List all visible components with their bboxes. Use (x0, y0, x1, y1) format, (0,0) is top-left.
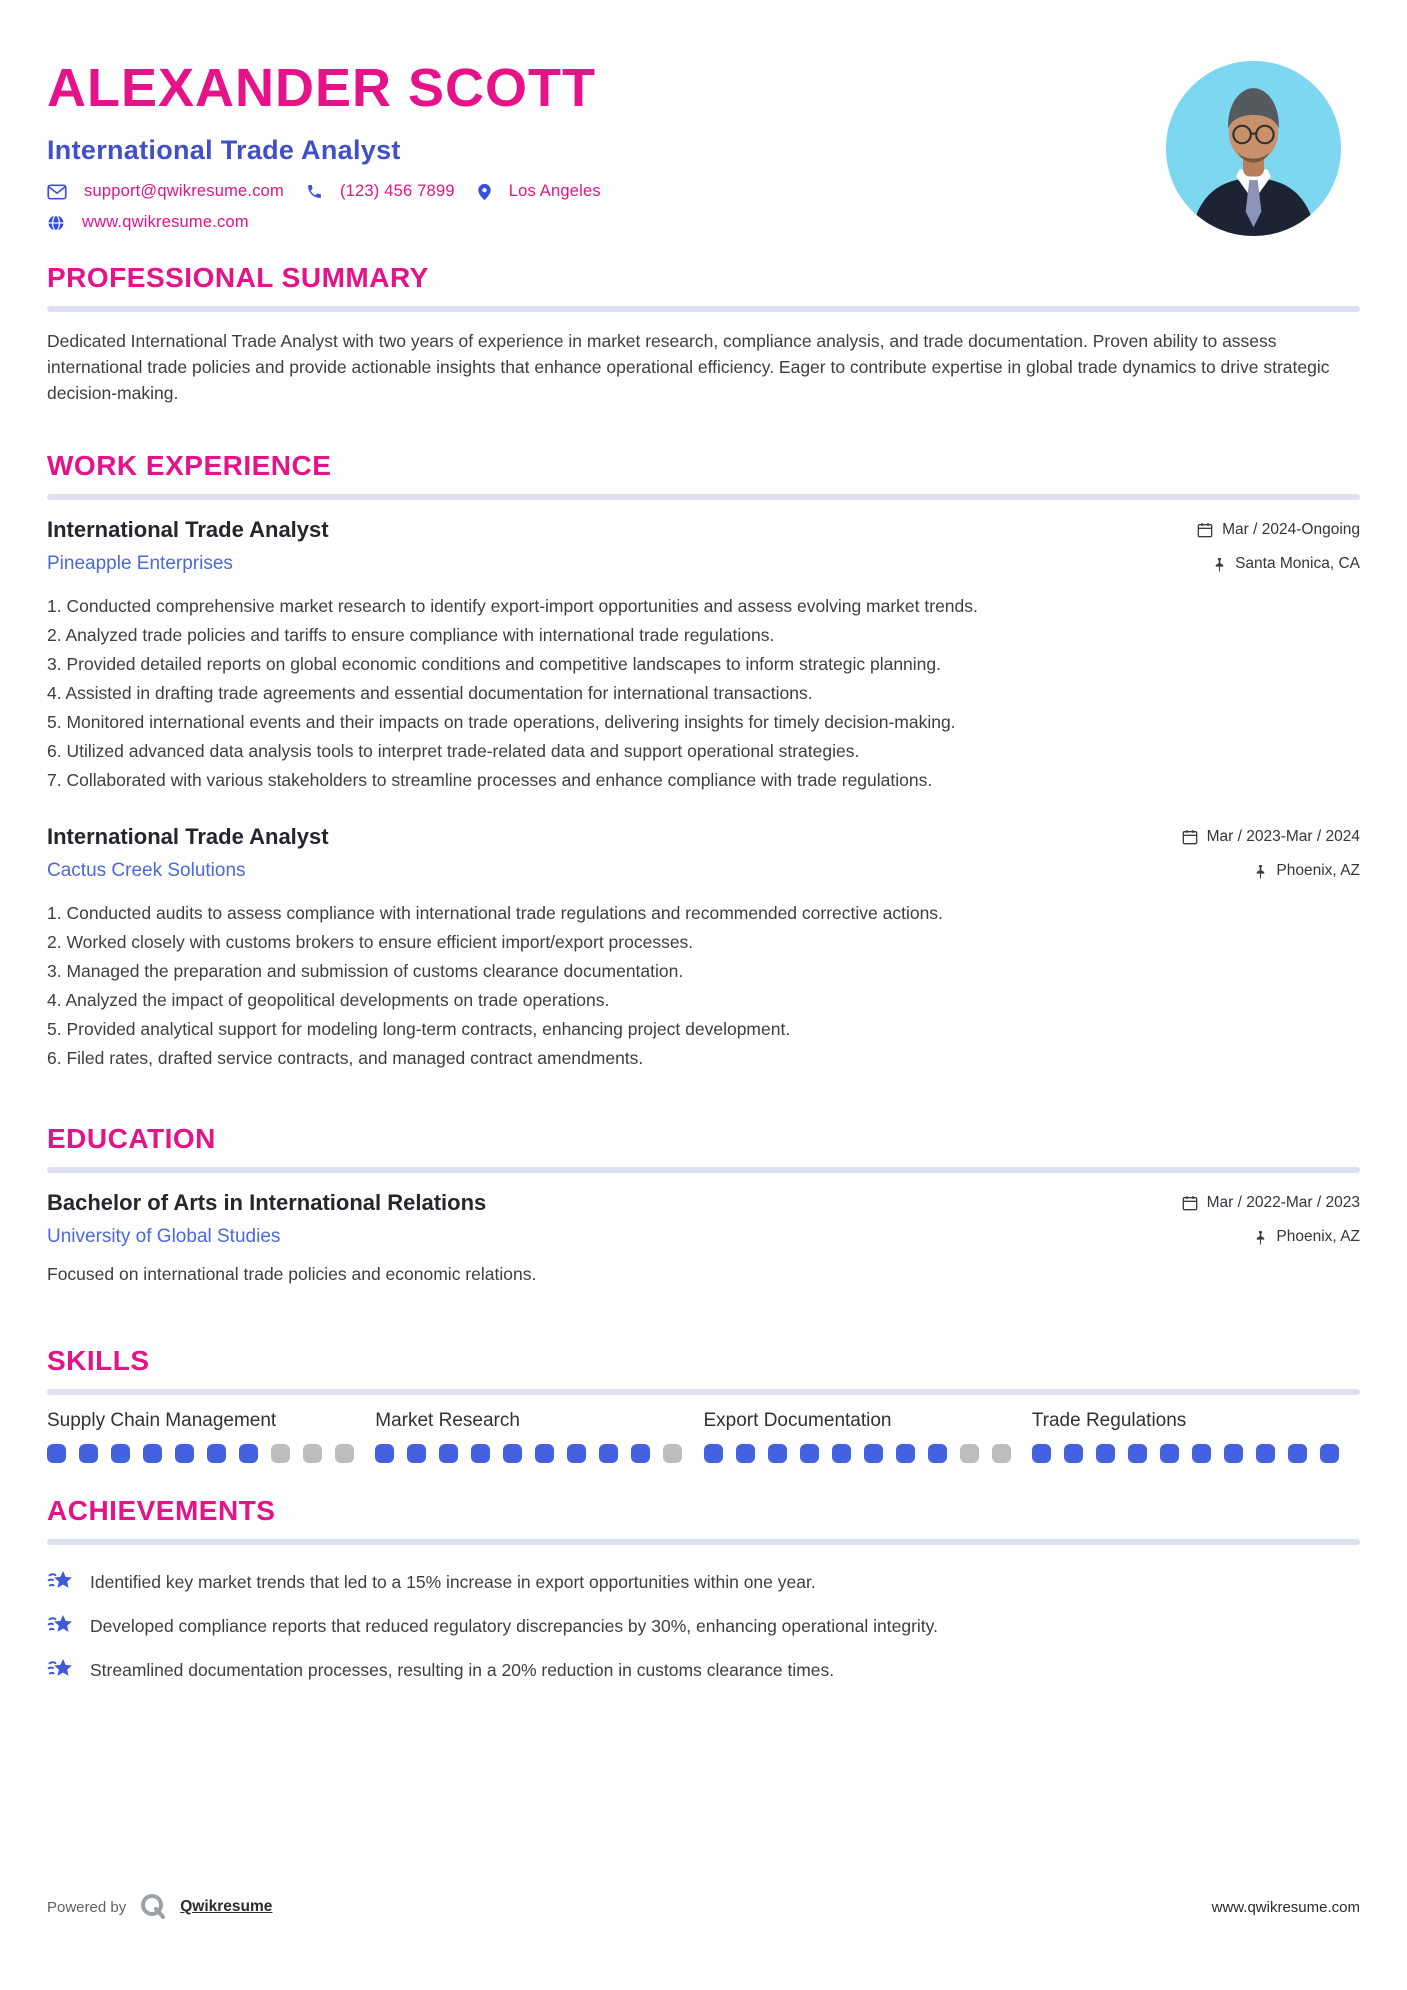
summary-heading: PROFESSIONAL SUMMARY (47, 262, 429, 293)
section-divider (47, 306, 1360, 312)
skill-dot-filled (1096, 1444, 1115, 1463)
skill-dot-filled (1064, 1444, 1083, 1463)
job-bullet-list (47, 592, 1360, 795)
achievement-text: Streamlined documentation processes, resulting in a 20% reduction in customs clearance times. (90, 1660, 835, 1680)
job-bullet: Provided detailed reports on global economic conditions and competitive landscapes to inform strategic planning. (66, 654, 942, 674)
pushpin-icon (1254, 864, 1267, 879)
skill-dot-filled (1288, 1444, 1307, 1463)
job-bullet: Monitored international events and their impacts on trade operations, delivering insights for timely decision-making. (66, 712, 956, 732)
email-icon (47, 184, 67, 200)
skill-dot-empty (271, 1444, 290, 1463)
section-professional-summary (47, 260, 1360, 406)
skill-dot-filled (503, 1444, 522, 1463)
skill-dot-filled (471, 1444, 490, 1463)
education-description: Focused on international trade policies and economic relations. (47, 1264, 537, 1284)
skill-dot-filled (407, 1444, 426, 1463)
skill-dot-filled (535, 1444, 554, 1463)
summary-text: Dedicated International Trade Analyst with two years of experience in market research, compliance analysis, and trade documentation. Proven ability to assess international trade policies and provide actionable insights that enhance operational efficiency. Eager to contribute expertise in global trade dynamics to drive strategic decision-making. (47, 331, 1330, 403)
job-bullet: Assisted in drafting trade agreements and essential documentation for international transactions. (65, 683, 813, 703)
achievement-text: Developed compliance reports that reduced regulatory discrepancies by 30%, enhancing operational integrity. (90, 1616, 938, 1636)
job-bullet: Conducted comprehensive market research to identify export-import opportunities and assess evolving market trends. (66, 596, 978, 616)
qwikresume-link[interactable]: Qwikresume (180, 1898, 273, 1915)
skill-dot-filled (1256, 1444, 1275, 1463)
skill-rating (375, 1444, 703, 1463)
skill-dot-filled (704, 1444, 723, 1463)
job-dates-meta (1182, 828, 1360, 846)
skill-name: Market Research (375, 1410, 520, 1431)
phone-item (306, 182, 455, 201)
job-location: Phoenix, AZ (1276, 862, 1360, 879)
skill-dot-filled (928, 1444, 947, 1463)
skill-dot-empty (960, 1444, 979, 1463)
education-dates-meta (1182, 1194, 1360, 1212)
job-dates-meta (1197, 521, 1360, 539)
job-bullet: Filed rates, drafted service contracts, and managed contract amendments. (66, 1048, 644, 1068)
achievement-item (47, 1613, 1360, 1639)
section-education (47, 1121, 1360, 1287)
skill-dot-filled (567, 1444, 586, 1463)
school-name: University of Global Studies (47, 1226, 281, 1247)
email-item (47, 182, 284, 201)
skill-dot-filled (1192, 1444, 1211, 1463)
skill-dot-filled (1320, 1444, 1339, 1463)
skill-rating (1032, 1444, 1360, 1463)
skill-dot-filled (79, 1444, 98, 1463)
education-entry (47, 1189, 1360, 1287)
education-heading: EDUCATION (47, 1123, 216, 1154)
job-bullet: Analyzed trade policies and tariffs to ensure compliance with international trade regulations. (65, 625, 775, 645)
profile-photo (1166, 61, 1341, 236)
page-footer (47, 1892, 1360, 1922)
work-experience-heading: WORK EXPERIENCE (47, 450, 332, 481)
skill-dot-filled (239, 1444, 258, 1463)
section-divider (47, 1389, 1360, 1395)
calendar-icon (1182, 829, 1198, 845)
job-bullet: Worked closely with customs brokers to ensure efficient import/export processes. (66, 932, 694, 952)
company-name: Pineapple Enterprises (47, 553, 233, 574)
skills-grid (47, 1409, 1360, 1463)
skill-dot-empty (663, 1444, 682, 1463)
skill-dot-filled (1032, 1444, 1051, 1463)
job-bullet: Collaborated with various stakeholders to streamline processes and enhance compliance with trade regulations. (66, 770, 933, 790)
skill-dot-filled (832, 1444, 851, 1463)
job-entry-1 (47, 516, 1360, 795)
location-item (477, 182, 601, 201)
skill-dot-filled (768, 1444, 787, 1463)
section-work-experience (47, 448, 1360, 1073)
skill-dot-empty (303, 1444, 322, 1463)
person-name: ALEXANDER SCOTT (47, 58, 597, 118)
section-achievements (47, 1493, 1360, 1683)
education-location: Phoenix, AZ (1276, 1228, 1360, 1245)
powered-by-label: Powered by (47, 1898, 127, 1916)
phone-link[interactable]: (123) 456 7899 (339, 182, 455, 200)
skill-dot-empty (992, 1444, 1011, 1463)
footer-website: www.qwikresume.com (1211, 1898, 1360, 1916)
skill-dot-filled (599, 1444, 618, 1463)
skill-rating (47, 1444, 375, 1463)
phone-icon (306, 183, 323, 200)
skill-dot-filled (896, 1444, 915, 1463)
skill-dot-filled (175, 1444, 194, 1463)
footer-brand-group (47, 1892, 272, 1922)
person-job-title: International Trade Analyst (47, 135, 401, 165)
globe-icon (47, 214, 65, 232)
website-link[interactable]: www.qwikresume.com (82, 213, 249, 231)
degree-title: Bachelor of Arts in International Relations (47, 1190, 487, 1215)
email-link[interactable]: support@qwikresume.com (84, 182, 284, 200)
skill-dot-filled (1128, 1444, 1147, 1463)
section-divider (47, 1167, 1360, 1173)
star-icon (47, 1657, 74, 1683)
achievements-heading: ACHIEVEMENTS (47, 1495, 276, 1526)
job-dates: Mar / 2024-Ongoing (1222, 521, 1360, 538)
job-entry-2 (47, 823, 1360, 1073)
skill-dot-filled (1224, 1444, 1243, 1463)
contact-row (47, 182, 1360, 201)
job-bullet: Conducted audits to assess compliance with international trade regulations and recommended corrective actions. (66, 903, 943, 923)
education-dates: Mar / 2022-Mar / 2023 (1206, 1194, 1360, 1211)
resume-header (47, 56, 1360, 232)
section-divider (47, 1539, 1360, 1545)
skill-dot-filled (143, 1444, 162, 1463)
skill-item (47, 1409, 375, 1463)
skill-rating (704, 1444, 1032, 1463)
calendar-icon (1182, 1195, 1198, 1211)
section-divider (47, 494, 1360, 500)
job-location-meta (1213, 555, 1360, 573)
achievement-item (47, 1657, 1360, 1683)
skill-dot-empty (335, 1444, 354, 1463)
star-icon (47, 1569, 74, 1595)
skill-dot-filled (1160, 1444, 1179, 1463)
job-location-meta (1254, 862, 1360, 880)
person-portrait-illustration (1166, 61, 1341, 236)
skill-item (375, 1409, 703, 1463)
achievements-list (47, 1569, 1360, 1683)
skill-name: Export Documentation (703, 1410, 892, 1431)
skill-dot-filled (47, 1444, 66, 1463)
skill-dot-filled (864, 1444, 883, 1463)
location-pin-icon (477, 183, 492, 201)
job-bullet: Analyzed the impact of geopolitical developments on trade operations. (65, 990, 610, 1010)
qwikresume-logo-icon (138, 1892, 168, 1922)
pushpin-icon (1254, 1230, 1267, 1245)
skill-item (704, 1409, 1032, 1463)
skill-dot-filled (375, 1444, 394, 1463)
job-dates: Mar / 2023-Mar / 2024 (1206, 828, 1360, 845)
job-location: Santa Monica, CA (1235, 555, 1360, 572)
skill-dot-filled (207, 1444, 226, 1463)
skill-name: Trade Regulations (1031, 1410, 1187, 1431)
achievement-item (47, 1569, 1360, 1595)
job-bullet: Utilized advanced data analysis tools to interpret trade-related data and support operational strategies. (66, 741, 860, 761)
calendar-icon (1197, 522, 1213, 538)
company-name: Cactus Creek Solutions (47, 860, 246, 881)
skill-dot-filled (111, 1444, 130, 1463)
section-skills (47, 1343, 1360, 1463)
job-title: International Trade Analyst (47, 517, 329, 542)
skills-heading: SKILLS (47, 1345, 150, 1376)
skill-name: Supply Chain Management (47, 1410, 277, 1431)
star-icon (47, 1613, 74, 1639)
pushpin-icon (1213, 557, 1226, 572)
job-bullet-list (47, 899, 1360, 1073)
skill-item (1032, 1409, 1360, 1463)
website-item (47, 213, 249, 232)
skill-dot-filled (631, 1444, 650, 1463)
job-bullet: Provided analytical support for modeling long-term contracts, enhancing project development. (66, 1019, 791, 1039)
location-text: Los Angeles (508, 182, 601, 200)
skill-dot-filled (800, 1444, 819, 1463)
job-bullet: Managed the preparation and submission of customs clearance documentation. (66, 961, 684, 981)
achievement-text: Identified key market trends that led to a 15% increase in export opportunities within one year. (90, 1572, 816, 1592)
website-row (47, 213, 1360, 232)
education-location-meta (1254, 1228, 1360, 1246)
skill-dot-filled (439, 1444, 458, 1463)
skill-dot-filled (736, 1444, 755, 1463)
job-title: International Trade Analyst (47, 824, 329, 849)
